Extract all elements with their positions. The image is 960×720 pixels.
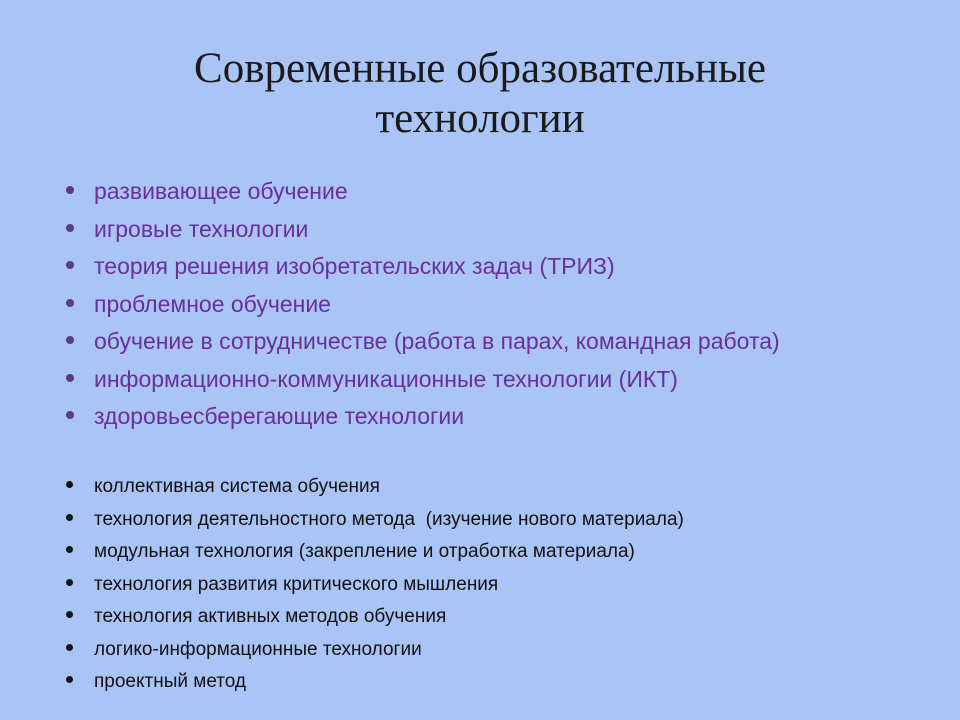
- title-line-2: технологии: [375, 95, 585, 142]
- list-item: [66, 288, 780, 326]
- list-item: [66, 603, 684, 636]
- list-item-text: информационно-коммуникационные технологии (ИКТ): [94, 365, 678, 392]
- bullet-icon: [66, 299, 74, 307]
- bullet-icon: [66, 546, 73, 553]
- list-item: [66, 636, 684, 669]
- bullet-icon: [66, 336, 74, 344]
- list-item-text: теория решения изобретательских задач (ТРИЗ): [94, 253, 615, 279]
- list-item-text: логико-информационные технологии: [94, 638, 422, 660]
- list-item: [66, 506, 684, 539]
- list-item: [66, 250, 780, 288]
- list-item-text: игровые технологии: [94, 215, 309, 242]
- bullet-icon: [66, 374, 74, 382]
- list-item-text: технология деятельностного метода (изучение нового материала): [94, 508, 684, 530]
- bullet-icon: [66, 514, 73, 521]
- primary-technologies-list: [66, 175, 780, 438]
- list-item: [66, 538, 684, 571]
- list-item: [66, 175, 780, 213]
- list-item-text: технология активных методов обучения: [94, 606, 447, 627]
- slide-title: [0, 44, 960, 144]
- secondary-technologies-list: [66, 473, 684, 701]
- list-item-text: технология развития критического мышления: [94, 573, 499, 595]
- list-item: [66, 400, 780, 438]
- bullet-icon: [66, 644, 73, 651]
- list-item: [66, 473, 684, 506]
- bullet-icon: [66, 676, 73, 683]
- bullet-icon: [66, 579, 73, 586]
- title-line-1: Современные образовательные: [194, 45, 766, 92]
- list-item-text: проектный метод: [94, 671, 246, 692]
- list-item-text: развивающее обучение: [94, 178, 348, 204]
- bullet-icon: [66, 186, 74, 194]
- list-item: [66, 213, 780, 251]
- bullet-icon: [66, 481, 73, 488]
- list-item-text: проблемное обучение: [94, 290, 331, 317]
- list-item-text: коллективная система обучения: [94, 476, 380, 497]
- bullet-icon: [66, 224, 74, 232]
- bullet-icon: [66, 261, 74, 269]
- list-item-text: здоровьесберегающие технологии: [94, 403, 465, 429]
- list-item: [66, 668, 684, 701]
- list-item: [66, 571, 684, 604]
- list-item-text: обучение в сотрудничестве (работа в парах, командная работа): [94, 328, 780, 354]
- list-item: [66, 363, 780, 401]
- list-item: [66, 325, 780, 363]
- bullet-icon: [66, 611, 73, 618]
- bullet-icon: [66, 411, 74, 419]
- list-item-text: модульная технология (закрепление и отработка материала): [94, 541, 635, 562]
